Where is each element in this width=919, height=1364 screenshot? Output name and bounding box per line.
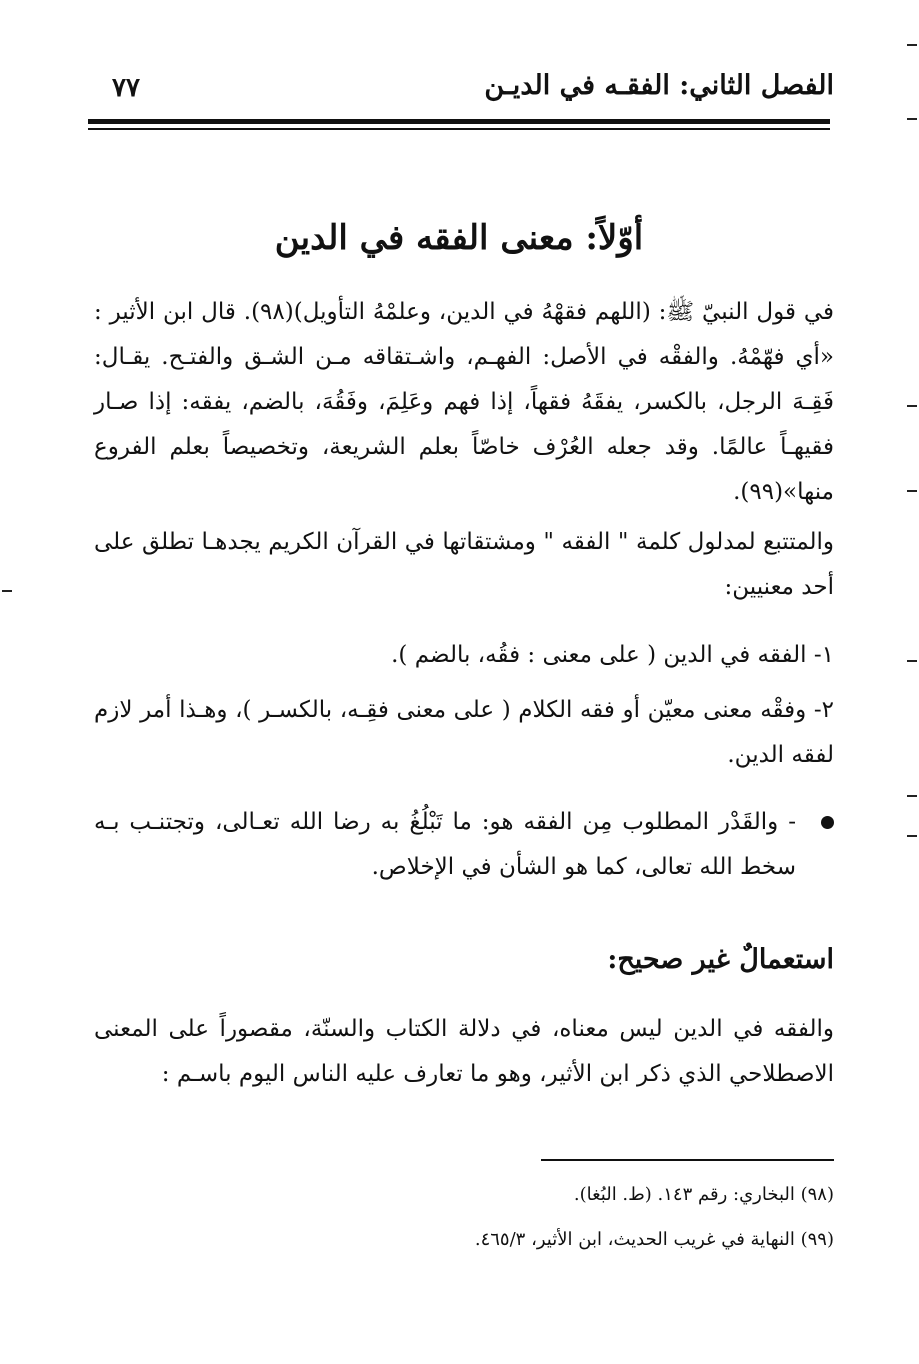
chapter-title: الفصل الثاني: الفقـه في الديـن — [484, 70, 834, 101]
header-rule-thin — [88, 128, 830, 130]
footnote: (٩٩) النهاية في غريب الحديث، ابن الأثير، ٤٦٥/٣. — [474, 1229, 834, 1250]
list-item: ١- الفقه في الدين ( على معنى : فقُه، بالضم ). — [391, 642, 834, 668]
paragraph-quran-usage: والمتتبع لمدلول كلمة " الفقه " ومشتقاتها في القرآن الكريم يجدهـا تطلق على أحد معنيين: — [94, 529, 834, 600]
margin-tick — [907, 490, 917, 492]
page-number: ٧٧ — [112, 73, 140, 103]
margin-tick — [907, 405, 917, 407]
section-title: أوّلاً: معنى الفقه في الدين — [274, 218, 644, 258]
margin-tick — [907, 118, 917, 120]
header-rule-thick — [88, 119, 830, 124]
footnote: (٩٨) البخاري: رقم ١٤٣. (ط. البُغا). — [573, 1184, 834, 1205]
bullet-text: - والقَدْر المطلوب مِن الفقه هو: ما تَبْلُغُ به رضا الله تعـالى، وتجتنـب بـه سخط الله تعالى، كما هو الشأن في الإخلاص. — [94, 809, 796, 880]
bullet-dot-icon — [821, 816, 834, 829]
footnote-separator — [541, 1159, 834, 1161]
margin-tick — [907, 835, 917, 837]
margin-tick — [907, 795, 917, 797]
list-item: ٢- وفقْه معنى معيّن أو فقه الكلام ( على معنى فقِـه، بالكسـر )، وهـذا أمر لازم لفقه الدين. — [94, 697, 834, 768]
paragraph-definition: في قول النبيّ ﷺ: (اللهم فقهْهُ في الدين، وعلمْهُ التأويل)(٩٨). قال ابن الأثير : «أي فهّمْهُ. والفقْه في الأصل: الفهـم، واشـتقاقه مـن الشـق والفتـح. يقـال: فَقِـهَ الرجل، بالكسر، يفقَهُ فقهاً، إذا فهم وعَلِمَ، وفَقُهَ، بالضم، يفقه: إذا صـار فقيهـاً عالمًا. وقد جعله العُرْف خاصّاً بعلم الشريعة، وتخصيصاً بعلم الفروع منها»(٩٩). — [94, 299, 834, 505]
paragraph-incorrect-usage: والفقه في الدين ليس معناه، في دلالة الكتاب والسنّة، مقصوراً على المعنى الاصطلاحي الذي ذكر ابن الأثير، وهو ما تعارف عليه الناس اليوم باسـم : — [94, 1016, 834, 1087]
margin-tick — [2, 590, 12, 592]
subheading: استعمالٌ غير صحيح: — [607, 944, 834, 975]
margin-tick — [907, 660, 917, 662]
margin-tick — [907, 44, 917, 46]
